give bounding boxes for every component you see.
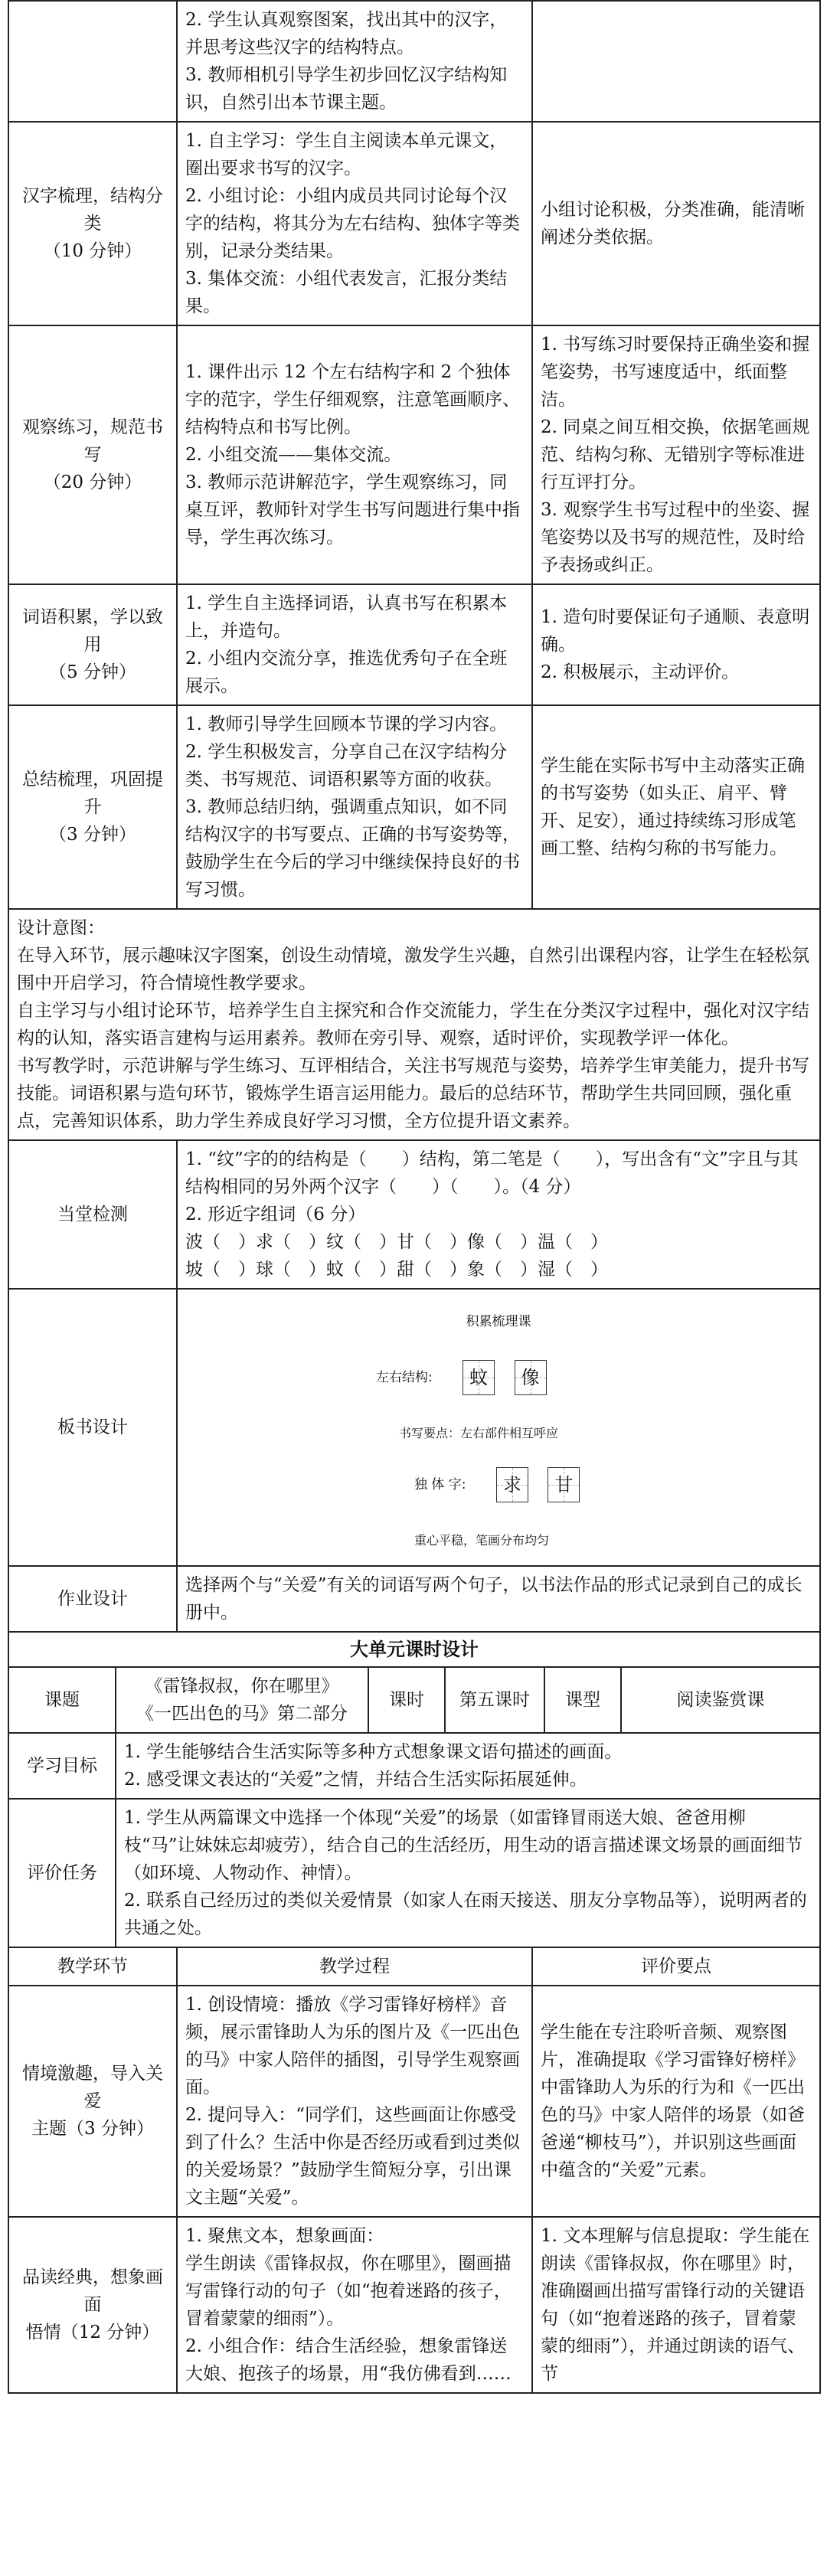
eval-line: 3. 观察学生书写过程中的坐姿、握笔姿势以及书写的规范性，及时给予表扬或纠正。 bbox=[541, 500, 810, 575]
stage-title: 情境激趣，导入关爱 bbox=[22, 2064, 163, 2111]
process-line: 3. 教师示范讲解范字，学生观察练习，同桌互评，教师针对学生书写问题进行集中指导，学生再次练习。 bbox=[185, 472, 520, 548]
board-label: 板书设计 bbox=[8, 1289, 177, 1566]
process-line: 学生朗读《雷锋叔叔，你在哪里》，圈画描写雷锋行动的句子（如“抱着迷路的孩子，冒着蒙蒙的细雨”）。 bbox=[185, 2254, 512, 2329]
char-box bbox=[548, 1467, 580, 1502]
process-line: 2. 小组交流——集体交流。 bbox=[185, 445, 402, 465]
eval-line: 2. 积极展示，主动评价。 bbox=[541, 662, 740, 682]
check-line: 2. 形近字组词（6 分） bbox=[185, 1205, 366, 1224]
course-name-cell bbox=[116, 1667, 368, 1733]
process-cell bbox=[177, 705, 532, 909]
process-line: 2. 学生认真观察图案，找出其中的汉字，并思考这些汉字的结构特点。 bbox=[185, 10, 508, 57]
homework-text: 选择两个与“关爱”有关的词语写两个句子，以书法作品的形式记录到自己的成长册中。 bbox=[177, 1566, 820, 1632]
stage-cell bbox=[8, 2217, 177, 2393]
eval-line: 2. 同桌之间互相交换，依据笔画规范、结构匀称、无错别字等标准进行互评打分。 bbox=[541, 417, 810, 492]
goal-label: 学习目标 bbox=[8, 1733, 116, 1799]
stage-title: 观察练习，规范书写 bbox=[22, 417, 163, 465]
goal-cell bbox=[116, 1733, 820, 1799]
task-label: 评价任务 bbox=[8, 1799, 116, 1947]
stage-cell bbox=[8, 325, 177, 584]
stage-cell bbox=[8, 705, 177, 909]
board-row-label: 独 体 字: bbox=[414, 1477, 466, 1492]
table-row bbox=[8, 1799, 820, 1947]
char-box bbox=[496, 1467, 528, 1502]
homework-label: 作业设计 bbox=[8, 1566, 177, 1632]
board-row-single bbox=[414, 1467, 587, 1502]
process-line: 1. 聚焦文本，想象画面： bbox=[185, 2226, 384, 2246]
lesson-plan-page bbox=[8, 0, 819, 2394]
hour-value: 第五课时 bbox=[445, 1667, 544, 1733]
table-row bbox=[8, 325, 820, 584]
char-box bbox=[463, 1360, 495, 1395]
process-cell bbox=[177, 325, 532, 584]
board-cell bbox=[177, 1289, 820, 1566]
eval-cell bbox=[532, 584, 820, 705]
board-note: 重心平稳，笔画分布均匀 bbox=[414, 1533, 550, 1548]
process-line: 3. 教师总结归纳，强调重点知识，如不同结构汉字的书写要点、正确的书写姿势等，鼓励学生在今后的学习中继续保持良好的书写习惯。 bbox=[185, 797, 520, 900]
board-char: 求 bbox=[502, 1474, 521, 1496]
check-line: 1. “纹”字的的结构是（ ）结构，第二笔是（ ），写出含有“文”字且与其结构相同的另外两个汉字（ ）（ ）。（4 分） bbox=[185, 1149, 799, 1197]
lesson-table-2 bbox=[8, 1631, 821, 1948]
board-design bbox=[284, 1290, 713, 1565]
table-row bbox=[8, 1733, 820, 1799]
goal-line: 1. 学生能够结合生活实际等多种方式想象课文语句描述的画面。 bbox=[124, 1742, 623, 1762]
table-row bbox=[8, 1140, 820, 1289]
eval-cell bbox=[532, 2217, 820, 2393]
column-header: 教学环节 bbox=[8, 1947, 177, 1986]
eval-line: 小组讨论积极，分类准确，能清晰阐述分类依据。 bbox=[541, 200, 805, 247]
lesson-table-3 bbox=[8, 1947, 821, 2394]
board-char: 像 bbox=[521, 1367, 540, 1388]
char-box bbox=[515, 1360, 547, 1395]
check-label: 当堂检测 bbox=[8, 1140, 177, 1289]
check-line: 波（ ）求（ ）纹（ ）甘（ ）像（ ）温（ ） bbox=[185, 1232, 608, 1252]
stage-time: 悟情（12 分钟） bbox=[25, 2323, 160, 2342]
table-row bbox=[8, 1986, 820, 2217]
table-row bbox=[8, 1667, 820, 1733]
table-row bbox=[8, 1566, 820, 1632]
design-paragraph: 书写教学时，示范讲解与学生练习、互评相结合，关注书写规范与姿势，培养学生审美能力，提升书写技能。词语积累与造句环节，锻炼学生语言运用能力。最后的总结环节，帮助学生共同回顾，强化重点，完善知识体系，助力学生养成良好学习习惯，全方位提升语文素养。 bbox=[17, 1056, 809, 1131]
board-char: 甘 bbox=[554, 1474, 574, 1496]
design-paragraph: 自主学习与小组讨论环节，培养学生自主探究和合作交流能力，学生在分类汉字过程中，强化对汉字结构的认知，落实语言建构与运用素养。教师在旁引导、观察，适时评价，实现教学评一体化。 bbox=[17, 1001, 809, 1048]
design-intent-cell bbox=[8, 909, 820, 1140]
stage-time: （5 分钟） bbox=[49, 662, 136, 682]
eval-line: 学生能在专注聆听音频、观察图片，准确提取《学习雷锋好榜样》中雷锋助人为乐的行为和《一匹出色的马》中家人陪伴的场景（如爸爸递“柳枝马”），并识别这些画面中蕴含的“关爱”元素。 bbox=[541, 2022, 805, 2180]
stage-cell-empty bbox=[8, 1, 177, 122]
stage-time: （20 分钟） bbox=[43, 472, 142, 492]
column-header: 教学过程 bbox=[177, 1947, 532, 1986]
hour-label: 课时 bbox=[368, 1667, 445, 1733]
eval-cell bbox=[532, 705, 820, 909]
table-row bbox=[8, 584, 820, 705]
stage-cell bbox=[8, 122, 177, 325]
board-title: 积累梳理课 bbox=[466, 1314, 531, 1329]
eval-cell-empty bbox=[532, 1, 820, 122]
process-line: 1. 课件出示 12 个左右结构字和 2 个独体字的范字，学生仔细观察，注意笔画顺序、结构特点和书写比例。 bbox=[185, 362, 520, 437]
table-row bbox=[8, 705, 820, 909]
section-title: 大单元课时设计 bbox=[8, 1632, 820, 1667]
stage-title: 汉字梳理，结构分类 bbox=[22, 186, 163, 234]
process-line: 3. 教师相机引导学生初步回忆汉字结构知识，自然引出本节课主题。 bbox=[185, 65, 508, 113]
process-cell bbox=[177, 1, 532, 122]
eval-cell bbox=[532, 1986, 820, 2217]
process-line: 1. 教师引导学生回顾本节课的学习内容。 bbox=[185, 714, 508, 734]
process-line: 1. 学生自主选择词语，认真书写在积累本上，并造句。 bbox=[185, 593, 508, 641]
task-cell bbox=[116, 1799, 820, 1947]
lesson-table-1 bbox=[8, 0, 821, 1633]
process-line: 1. 自主学习：学生自主阅读本单元课文，圈出要求书写的汉字。 bbox=[185, 131, 508, 178]
stage-cell bbox=[8, 584, 177, 705]
design-paragraph: 在导入环节，展示趣味汉字图案，创设生动情境，激发学生兴趣，自然引出课程内容，让学生在轻松氛围中开启学习，符合情境性教学要求。 bbox=[17, 946, 809, 993]
table-row bbox=[8, 909, 820, 1140]
board-char: 蚊 bbox=[469, 1367, 489, 1388]
table-row bbox=[8, 122, 820, 325]
design-heading: 设计意图： bbox=[17, 918, 105, 938]
eval-cell bbox=[532, 122, 820, 325]
process-line: 2. 小组合作：结合生活经验，想象雷锋送大娘、抱孩子的场景，用“我仿佛看到…… bbox=[185, 2336, 512, 2384]
table-row bbox=[8, 1289, 820, 1566]
course-name: 《雷锋叔叔，你在哪里》 bbox=[145, 1676, 339, 1696]
check-cell bbox=[177, 1140, 820, 1289]
course-name: 《一匹出色的马》第二部分 bbox=[136, 1704, 348, 1724]
task-line: 1. 学生从两篇课文中选择一个体现“关爱”的场景（如雷锋冒雨送大娘、爸爸用柳枝“马”让妹妹忘却疲劳），结合自己的生活经历，用生动的语言描述课文场景的画面细节（如环境、人物动作、神情）。 bbox=[124, 1808, 803, 1883]
eval-line: 学生能在实际书写中主动落实正确的书写姿势（如头正、肩平、臂开、足安），通过持续练习形成笔画工整、结构匀称的书写能力。 bbox=[541, 756, 805, 858]
process-cell bbox=[177, 584, 532, 705]
process-cell bbox=[177, 122, 532, 325]
eval-line: 1. 书写练习时要保持正确坐姿和握笔姿势，书写速度适中，纸面整洁。 bbox=[541, 335, 810, 410]
eval-cell bbox=[532, 325, 820, 584]
check-line: 坡（ ）球（ ）蚊（ ）甜（ ）象（ ）湿（ ） bbox=[185, 1260, 608, 1280]
table-row bbox=[8, 2217, 820, 2393]
process-line: 2. 提问导入：“同学们，这些画面让你感受到了什么？生活中你是否经历或看到过类似的关爱场景？”鼓励学生简短分享，引出课文主题“关爱”。 bbox=[185, 2105, 520, 2208]
process-cell bbox=[177, 1986, 532, 2217]
stage-title: 总结梳理，巩固提升 bbox=[22, 770, 163, 817]
process-line: 1. 创设情境：播放《学习雷锋好榜样》音频，展示雷锋助人为乐的图片及《一匹出色的马》中家人陪伴的插图，引导学生观察画面。 bbox=[185, 1995, 520, 2097]
board-row-left-right bbox=[376, 1360, 554, 1395]
table-header-row bbox=[8, 1947, 820, 1986]
stage-time: （10 分钟） bbox=[43, 241, 142, 261]
eval-line: 1. 文本理解与信息提取：学生能在朗读《雷锋叔叔，你在哪里》时，准确圈画出描写雷锋行动的关键语句（如“抱着迷路的孩子，冒着蒙蒙的细雨”），并通过朗读的语气、节 bbox=[541, 2226, 810, 2384]
type-value: 阅读鉴赏课 bbox=[621, 1667, 820, 1733]
process-line: 2. 小组讨论：小组内成员共同讨论每个汉字的结构，将其分为左右结构、独体字等类别，记录分类结果。 bbox=[185, 186, 520, 261]
process-cell bbox=[177, 2217, 532, 2393]
stage-cell bbox=[8, 1986, 177, 2217]
task-line: 2. 联系自己经历过的类似关爱情景（如家人在雨天接送、朋友分享物品等），说明两者的共通之处。 bbox=[124, 1891, 807, 1938]
stage-time: （3 分钟） bbox=[49, 825, 136, 845]
stage-title: 品读经典，想象画面 bbox=[22, 2267, 163, 2315]
board-row-label: 左右结构: bbox=[376, 1370, 433, 1385]
stage-title: 词语积累，学以致用 bbox=[22, 607, 163, 655]
board-note: 书写要点：左右部件相互呼应 bbox=[399, 1426, 559, 1440]
table-row bbox=[8, 1, 820, 122]
process-line: 2. 学生积极发言，分享自己在汉字结构分类、书写规范、词语积累等方面的收获。 bbox=[185, 742, 508, 789]
process-line: 2. 小组内交流分享，推选优秀句子在全班展示。 bbox=[185, 649, 508, 696]
course-label: 课题 bbox=[8, 1667, 116, 1733]
type-label: 课型 bbox=[544, 1667, 621, 1733]
stage-time: 主题（3 分钟） bbox=[31, 2119, 154, 2139]
column-header: 评价要点 bbox=[532, 1947, 820, 1986]
eval-line: 1. 造句时要保证句子通顺、表意明确。 bbox=[541, 607, 810, 655]
goal-line: 2. 感受课文表达的“关爱”之情，并结合生活实际拓展延伸。 bbox=[124, 1770, 587, 1790]
process-line: 3. 集体交流：小组代表发言，汇报分类结果。 bbox=[185, 269, 508, 316]
table-row bbox=[8, 1632, 820, 1667]
